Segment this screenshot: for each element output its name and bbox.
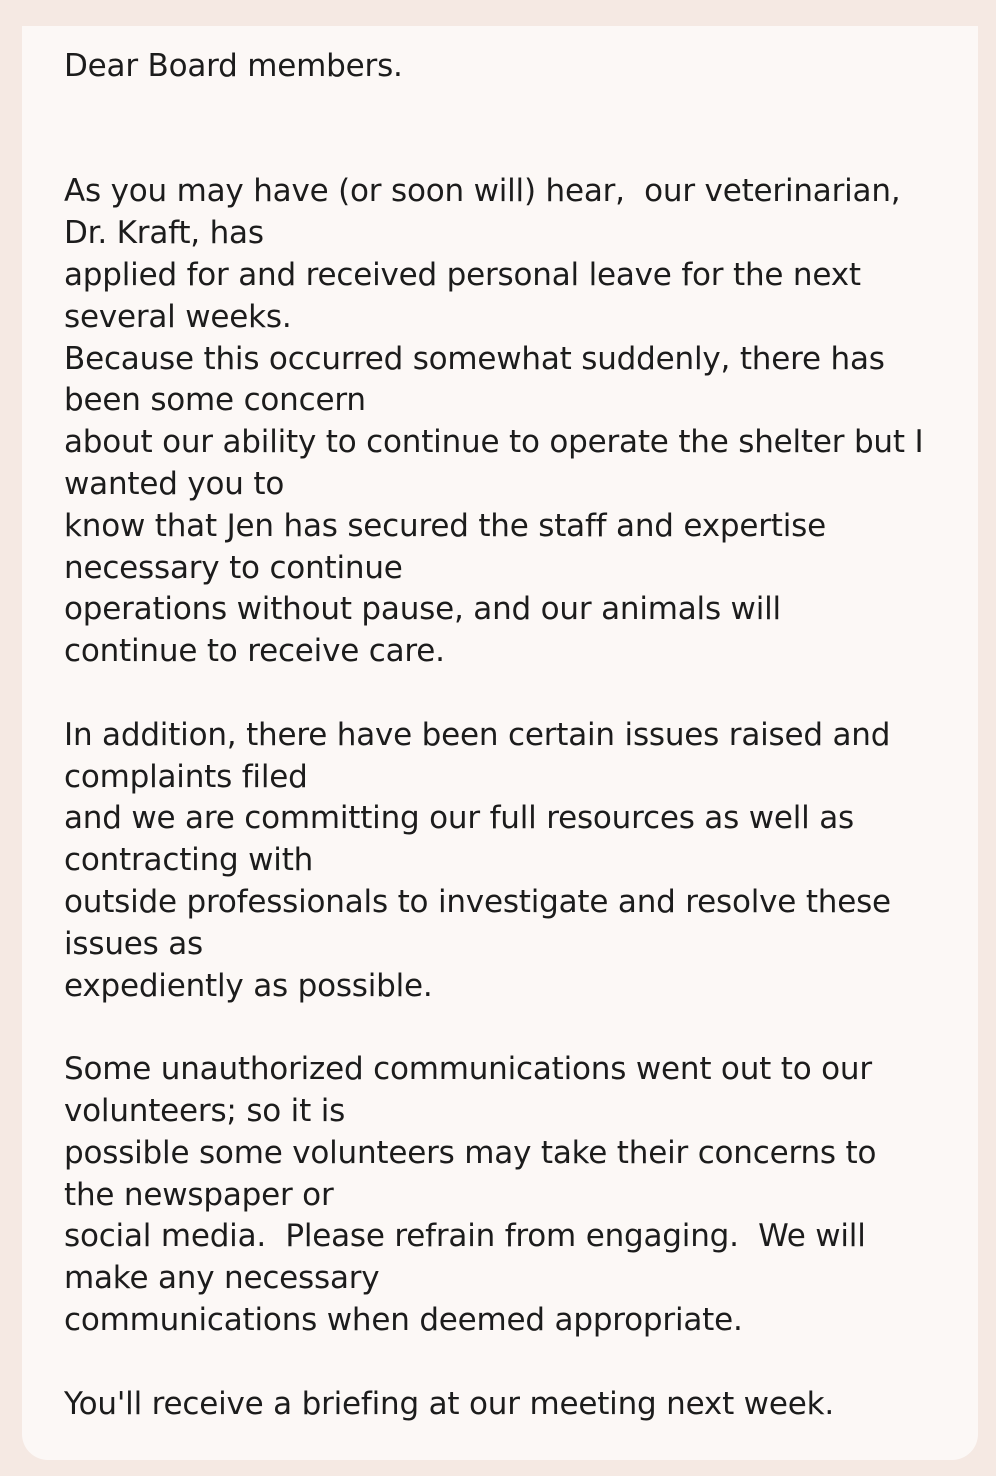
- paragraph-1-line: Because this occurred somewhat suddenly, there has: [64, 340, 885, 377]
- paragraph-1-line: applied for and received personal leave for the next: [64, 256, 861, 293]
- paragraph-1-line: wanted you to: [64, 465, 285, 502]
- paragraph-1-line: As you may have (or soon will) hear, our veterinarian,: [64, 173, 901, 210]
- paragraph-2-line: In addition, there have been certain issues raised and: [64, 716, 891, 753]
- paragraph-1-line: know that Jen has secured the staff and expertise: [64, 507, 826, 544]
- paragraph-1-line: operations without pause, and our animals will: [64, 591, 781, 628]
- paragraph-2-line: and we are committing our full resources as well as: [64, 800, 854, 837]
- blank-line: [64, 88, 954, 130]
- paragraph-3-line: the newspaper or: [64, 1176, 334, 1213]
- paragraph-2-line: issues as: [64, 925, 203, 962]
- paragraph-3-line: volunteers; so it is: [64, 1092, 346, 1129]
- paragraph-2-line: contracting with: [64, 842, 314, 879]
- message-body: [64, 46, 954, 1425]
- paragraph-3-line: social media. Please refrain from engaging. We will: [64, 1218, 866, 1255]
- paragraph-2-line: expediently as possible.: [64, 967, 433, 1004]
- blank-line: [64, 1007, 954, 1049]
- paragraph-3-line: make any necessary: [64, 1260, 380, 1297]
- paragraph-1-line: been some concern: [64, 382, 366, 419]
- blank-line: [64, 1342, 954, 1384]
- paragraph-2-line: outside professionals to investigate and resolve these: [64, 883, 891, 920]
- paragraph-1-line: about our ability to continue to operate the shelter but I: [64, 424, 924, 461]
- blank-line: [64, 130, 954, 172]
- paragraph-3-line: Some unauthorized communications went out to our: [64, 1051, 872, 1088]
- closing-line: You'll receive a briefing at our meeting next week.: [64, 1385, 834, 1422]
- paragraph-1-line: Dr. Kraft, has: [64, 215, 264, 252]
- paragraph-1-line: several weeks.: [64, 298, 292, 335]
- paragraph-2-line: complaints filed: [64, 758, 308, 795]
- paragraph-3-line: communications when deemed appropriate.: [64, 1301, 743, 1338]
- greeting-line: Dear Board members.: [64, 48, 403, 84]
- message-card: [22, 26, 978, 1460]
- paragraph-1-line: necessary to continue: [64, 549, 403, 586]
- paragraph-1-line: continue to receive care.: [64, 633, 445, 670]
- blank-line: [64, 673, 954, 715]
- paragraph-3-line: possible some volunteers may take their concerns to: [64, 1134, 877, 1171]
